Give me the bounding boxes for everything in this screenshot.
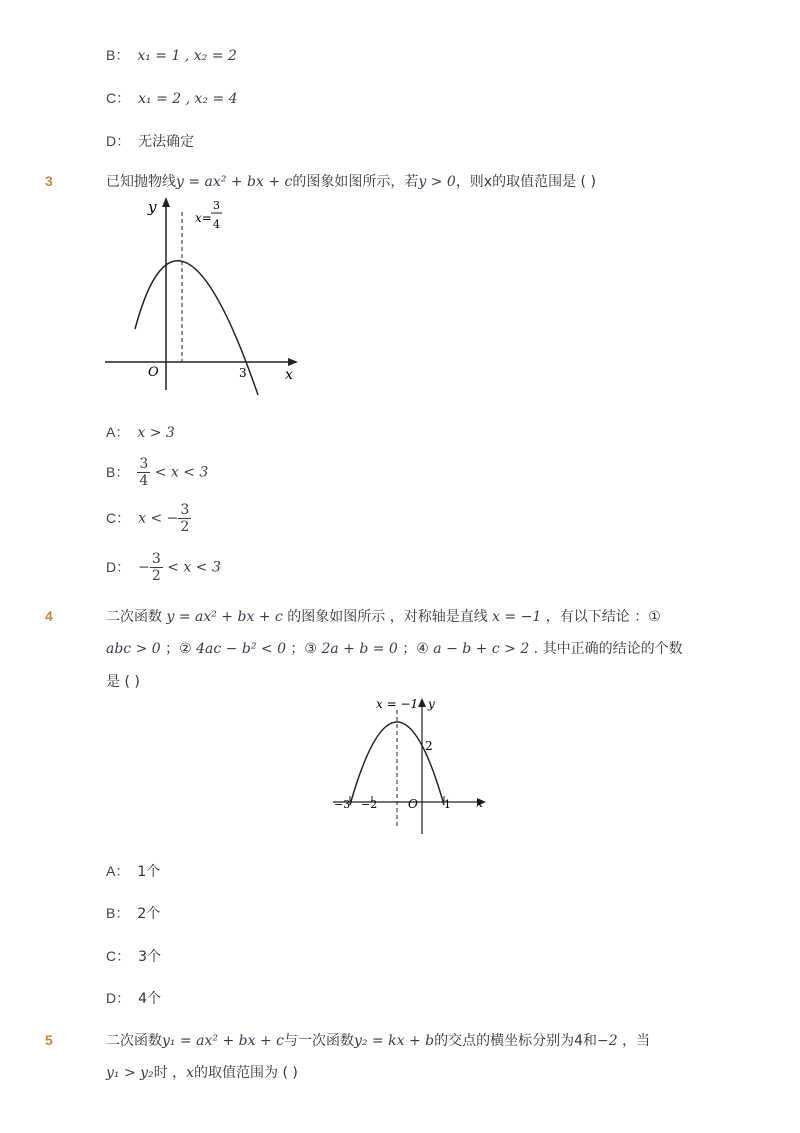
option-text: x₁ = 2 , x₂ = 4 bbox=[138, 91, 238, 107]
stem-math: 2a + b = 0 bbox=[321, 641, 398, 657]
q5-stem-line1 bbox=[106, 1031, 650, 1051]
stem-text: 时 ， bbox=[153, 1065, 187, 1081]
option-label: C： bbox=[106, 90, 131, 106]
stem-text: 二次函数 bbox=[106, 609, 167, 625]
y-intercept-label: 2 bbox=[425, 739, 433, 753]
q2-option-d[interactable] bbox=[106, 131, 194, 152]
option-label: D： bbox=[106, 133, 131, 149]
stem-math: 4ac − b² < 0 bbox=[196, 641, 286, 657]
q2-option-b[interactable] bbox=[106, 45, 237, 66]
denominator: 2 bbox=[151, 568, 161, 584]
q3-option-b[interactable] bbox=[106, 456, 208, 489]
stem-text: ；③ bbox=[285, 641, 322, 657]
question-number-3: 3 bbox=[45, 173, 53, 189]
y-axis-label: y bbox=[428, 697, 435, 711]
option-text: 2个 bbox=[137, 906, 161, 922]
stem-math: y = ax² + bx + c bbox=[176, 174, 293, 190]
stem-math: x = −1 bbox=[492, 609, 542, 625]
q3-option-c[interactable] bbox=[106, 502, 191, 535]
option-label: B： bbox=[106, 905, 130, 921]
q4-option-b[interactable] bbox=[106, 903, 160, 924]
stem-math: y₂ = kx + b bbox=[353, 1033, 435, 1049]
q3-option-d[interactable] bbox=[106, 551, 221, 584]
stem-text: ，有以下结论 ：① bbox=[541, 609, 661, 625]
q4-stem-line2 bbox=[106, 639, 683, 659]
option-fraction bbox=[137, 456, 150, 489]
option-label: A： bbox=[106, 424, 130, 440]
option-fraction bbox=[150, 551, 163, 584]
stem-math: abc > 0 bbox=[106, 641, 161, 657]
stem-math: y₁ > y₂ bbox=[106, 1065, 154, 1081]
option-fraction bbox=[178, 502, 191, 535]
option-label: D： bbox=[106, 990, 131, 1006]
option-label: A： bbox=[106, 863, 130, 879]
tick-label-minus2: −2 bbox=[361, 798, 378, 811]
stem-text: ，当 bbox=[617, 1033, 651, 1049]
stem-text: ，则x的取值范围是 ( ) bbox=[455, 174, 596, 190]
stem-text: 的图象如图所示，若 bbox=[292, 174, 419, 190]
option-text: < x < 3 bbox=[167, 559, 221, 576]
option-text: < x < 3 bbox=[154, 464, 209, 481]
axis-label-numerator: 3 bbox=[213, 199, 220, 212]
q4-option-c[interactable] bbox=[106, 946, 161, 967]
stem-text: 与一次函数 bbox=[283, 1033, 354, 1049]
axis-label-prefix: x= bbox=[195, 211, 212, 225]
x-axis-arrow bbox=[288, 358, 298, 366]
root-label: 3 bbox=[239, 366, 247, 380]
stem-text: ；④ bbox=[397, 641, 434, 657]
stem-text: 二次函数 bbox=[106, 1033, 162, 1049]
q4-stem-line3: 是 ( ) bbox=[106, 674, 140, 690]
q5-stem-line2 bbox=[106, 1063, 298, 1083]
stem-math: y₁ = ax² + bx + c bbox=[162, 1033, 284, 1049]
origin-label: O bbox=[148, 365, 159, 380]
stem-text: ；② bbox=[160, 641, 197, 657]
y-axis-arrow bbox=[418, 698, 426, 707]
stem-text: 已知抛物线 bbox=[106, 174, 176, 190]
q4-option-d[interactable] bbox=[106, 988, 161, 1009]
option-prefix: − bbox=[138, 559, 150, 576]
y-axis-arrow bbox=[162, 197, 170, 207]
axis-label-denominator: 4 bbox=[213, 218, 220, 231]
option-text: x < − bbox=[138, 510, 179, 527]
option-label: B： bbox=[106, 463, 130, 480]
numerator: 3 bbox=[180, 502, 190, 518]
stem-text: 的取值范围为 ( ) bbox=[194, 1065, 298, 1081]
stem-text: 的图象如图所示 ，对称轴是直线 bbox=[282, 609, 493, 625]
option-text: 1个 bbox=[137, 864, 161, 880]
option-label: C： bbox=[106, 509, 131, 526]
origin-label: O bbox=[408, 797, 418, 811]
option-label: B： bbox=[106, 47, 130, 63]
q4-parabola-figure bbox=[330, 692, 490, 837]
stem-math: y = ax² + bx + c bbox=[166, 609, 283, 625]
q4-option-a[interactable] bbox=[106, 861, 160, 882]
denominator: 4 bbox=[139, 473, 149, 489]
q3-stem bbox=[106, 172, 596, 192]
q3-option-a[interactable] bbox=[106, 422, 175, 443]
option-label: C： bbox=[106, 948, 131, 964]
q2-option-c[interactable] bbox=[106, 88, 238, 109]
stem-math: −2 bbox=[597, 1033, 618, 1049]
stem-math: y > 0 bbox=[418, 174, 456, 190]
stem-math: x bbox=[186, 1065, 195, 1081]
option-text: 4个 bbox=[138, 991, 162, 1007]
x-axis-label: x bbox=[285, 367, 293, 383]
tick-label-minus3: −3 bbox=[334, 798, 351, 811]
tick-label-1: 1 bbox=[444, 798, 451, 811]
y-axis-label: y bbox=[148, 198, 157, 216]
symmetry-axis-label: x = −1 bbox=[376, 697, 419, 711]
stem-text: 的交点的横坐标分别为4和 bbox=[434, 1033, 598, 1049]
option-label: D： bbox=[106, 558, 131, 575]
denominator: 2 bbox=[180, 519, 190, 535]
numerator: 3 bbox=[139, 456, 149, 472]
question-number-5: 5 bbox=[45, 1032, 53, 1048]
x-axis-label: x bbox=[476, 796, 483, 810]
option-text: 3个 bbox=[138, 949, 162, 965]
option-text: x₁ = 1 , x₂ = 2 bbox=[137, 48, 237, 64]
q4-stem-line1 bbox=[106, 607, 661, 627]
option-text: x > 3 bbox=[137, 425, 175, 441]
stem-math: a − b + c > 2 bbox=[433, 641, 530, 657]
q3-parabola-figure bbox=[100, 192, 305, 402]
question-number-4: 4 bbox=[45, 608, 53, 624]
numerator: 3 bbox=[151, 551, 161, 567]
option-text: 无法确定 bbox=[138, 134, 195, 150]
stem-text: . 其中正确的结论的个数 bbox=[529, 641, 683, 657]
